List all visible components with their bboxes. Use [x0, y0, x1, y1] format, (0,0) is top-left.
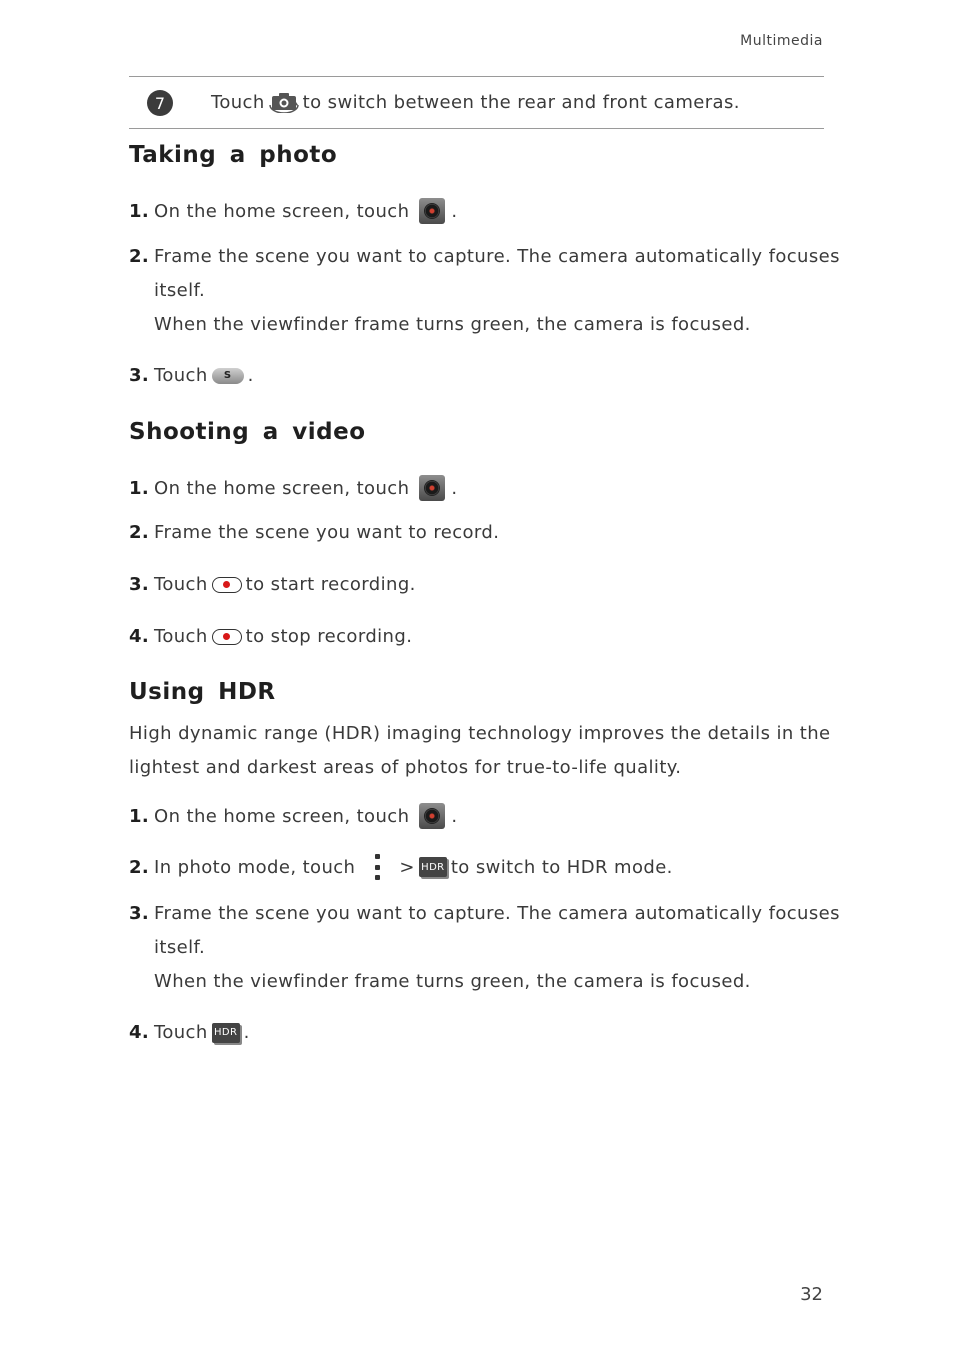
hdr-step-3-cont: itself. When the viewfinder frame turns green, the camera is focused.	[154, 937, 751, 992]
more-options-icon	[373, 854, 381, 880]
photo-step-3: 3. Touch S .	[129, 365, 254, 386]
hdr-step-1: 1. On the home screen, touch .	[129, 803, 458, 829]
camera-app-icon	[419, 198, 445, 224]
photo-step-2: 2. Frame the scene you want to capture. The camera automatically focuses	[129, 246, 840, 267]
callout-box	[129, 76, 824, 129]
callout-number: 7	[147, 90, 173, 116]
video-step-4: 4. Touch to stop recording.	[129, 626, 413, 647]
page-number: 32	[800, 1284, 823, 1305]
shutter-icon: S	[212, 368, 244, 384]
record-icon	[212, 577, 242, 593]
section-title-shooting-video: Shooting a video	[129, 419, 366, 445]
section-title-taking-photo: Taking a photo	[129, 142, 338, 168]
hdr-step-4: 4. Touch HDR .	[129, 1022, 250, 1043]
switch-camera-icon	[269, 91, 299, 113]
video-step-1: 1. On the home screen, touch .	[129, 475, 458, 501]
photo-step-2-cont: itself. When the viewfinder frame turns green, the camera is focused.	[154, 280, 751, 335]
camera-app-icon	[419, 475, 445, 501]
stop-record-icon	[212, 629, 242, 645]
hdr-icon: HDR	[212, 1023, 240, 1043]
camera-app-icon	[419, 803, 445, 829]
video-step-2: 2. Frame the scene you want to record.	[129, 522, 500, 543]
running-header: Multimedia	[740, 33, 823, 49]
video-step-3: 3. Touch to start recording.	[129, 574, 416, 595]
callout-text: Touch to switch between the rear and front cameras.	[211, 91, 740, 113]
hdr-step-2: 2. In photo mode, touch > HDR to switch to HDR mode.	[129, 854, 673, 880]
section-title-using-hdr: Using HDR	[129, 679, 276, 705]
photo-step-1: 1. On the home screen, touch .	[129, 198, 458, 224]
hdr-intro: High dynamic range (HDR) imaging technology improves the details in the lightest and darkest areas of photos for true-to-life quality.	[129, 723, 831, 778]
hdr-step-3: 3. Frame the scene you want to capture. The camera automatically focuses	[129, 903, 840, 924]
hdr-icon: HDR	[419, 857, 447, 877]
